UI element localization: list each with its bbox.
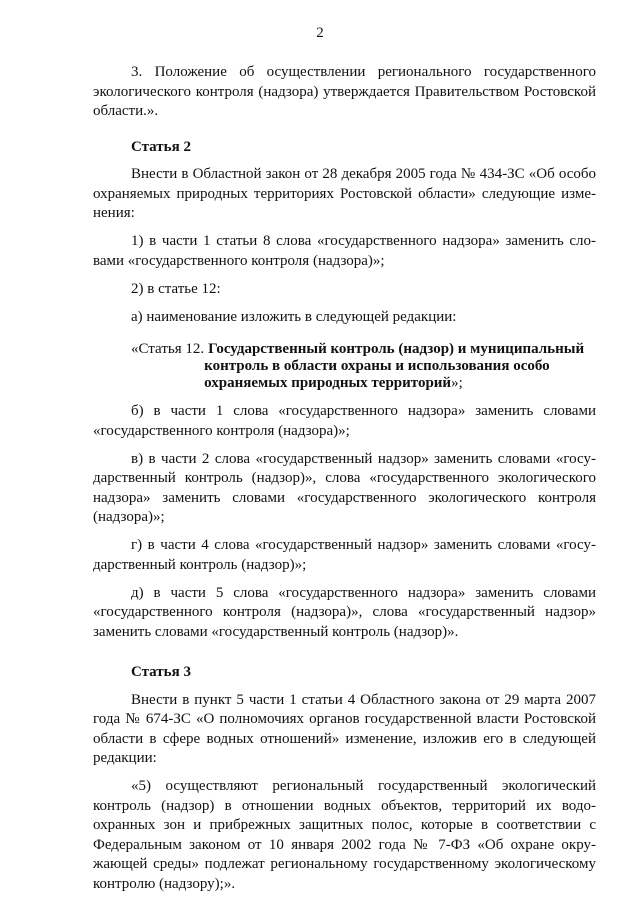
paragraph-intro-3: 3. Положение об осуществлении регионального государственного экологического контроля (надзора) утверждается Правительством Ростовской области.». (93, 64, 596, 119)
article-2-item-2v: в) в части 2 слова «государственный надзор» заменить словами «государственный контроль (надзор)», слова «государственного экологического надзора» заменить словами «государственного экологического контроля (надзора)»; (93, 450, 596, 525)
article-2-item-2d: д) в части 5 слова «государственного надзора» заменить словами «государственного контроля (надзора)», слова «государственный надзор» заменить словами «государственный контроль (надзор)». (93, 584, 596, 640)
page-number: 2 (316, 25, 324, 41)
article-2-item-2: 2) в статье 12: (131, 280, 221, 297)
article-3-item-5: «5) осуществляют региональный государственный экологический контроль (надзор) в отношении водных объектов, территорий их водоохранных зон и прибрежных защитных полос, которые в соответствии с Федеральным законом от 10 января 2002 года № 7-ФЗ «Об охране окружающей среды» подлежат региональному государственному экологическому контролю (надзору);». (93, 778, 596, 892)
article-2-item-2a: а) наименование изложить в следующей редакции: (131, 308, 457, 325)
article-3-heading: Статья 3 (131, 664, 191, 680)
article-12-title-body (204, 341, 596, 392)
article-12-title-tail: »; (451, 375, 463, 391)
article-2-item-2g: г) в части 4 слова «государственный надзор» заменить словами «государственный контроль (надзор)»; (93, 537, 596, 573)
article-3-intro: Внести в пункт 5 части 1 статьи 4 Областного закона от 29 марта 2007 года № 674-ЗС «О полномочиях органов государственной власти Ростовской области в сфере водных отношений» изменение, изложив его в следующей редакции: (93, 691, 596, 766)
article-2-heading: Статья 2 (131, 138, 191, 155)
article-2-intro: Внести в Областной закон от 28 декабря 2005 года № 434-ЗС «Об особо охраняемых природных территориях Ростовской области» следующие изменения: (93, 166, 596, 221)
article-2-item-2b: б) в части 1 слова «государственного надзора» заменить словами «государственного контроля (надзора)»; (93, 403, 596, 439)
article-12-title-bold: Государственный контроль (надзор) и муниципальный контроль в области охраны и использования особо охраняемых природных территорий (204, 341, 585, 391)
article-12-title (131, 341, 596, 392)
article-2-item-1: 1) в части 1 статьи 8 слова «государственного надзора» заменить словами «государственного контроля (надзора)»; (93, 233, 596, 269)
document-body (93, 63, 596, 903)
article-12-title-lead: «Статья 12. (131, 341, 205, 357)
